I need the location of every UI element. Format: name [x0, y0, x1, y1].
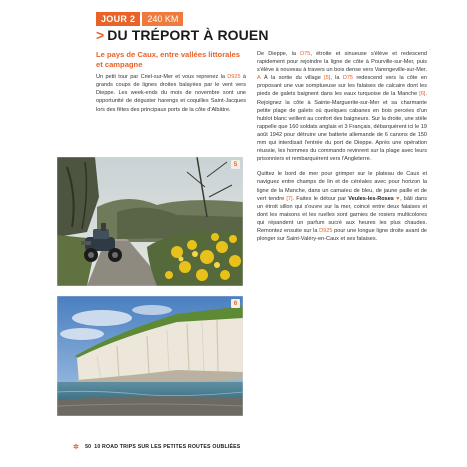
text-run: , étroite et sinueuse s'élève et redescend rapidement pour rejoindre la ligne de côte à Pourville-sur-Mer, puis s'élève à nouveau à travers un bois dense vers Varengeville-sur-Mer. [257, 51, 427, 74]
intro-paragraph [96, 73, 246, 113]
text-run: redescend vers la côte en proposant une vue somptueuse sur les falaises de calcaire dont les pieds de galets baignent dans les eaux turquoise de la Manche [257, 75, 427, 98]
text-run: De Dieppe, la [257, 51, 301, 57]
text-run: À la sortie du village [260, 75, 325, 82]
section-heading: Le pays de Caux, entre vallées littorales et campagne [96, 50, 240, 69]
text-run-hl: [7] [286, 195, 293, 202]
steering-wheel-icon: ✲ [73, 444, 80, 451]
text-run-hl: D925 [319, 227, 333, 234]
text-run: , bâti dans un étroit sillon qui s'ouvre sur la mer, coincé entre deux falaises et dont les maisons et les ruelles sont garnies de rosiers multicolores qui répandent un parfum sucré aux heures les plus chaudes. Remontez ensuite sur la [257, 195, 427, 234]
text-run-bold: Veules-les-Roses [348, 195, 394, 202]
text-run: . Rejoignez la côte à Sainte-Marguerite-sur-Mer et sa charmante petite plage de galets où quelques cabanes en bois percées d'un hublot blanc veillent au confort des baigneurs. Sur la droite, une stèle rappelle que 160 soldats anglais et 3 Français, débarquèrent ici le 19 août 1942 pour détruire une batterie allemande de 6 canons de 150 mm qui interdisait l'entrée du port de Dieppe. Après une opération réussie, les hommes du commando revinrent sur la plage avec leurs prisonniers et rembarquèrent vers l'Angleterre. [257, 91, 427, 163]
route-paragraph-1 [257, 50, 427, 163]
text-run: à grands coups de lignes droites balayées par le vent vers Dieppe. Les week-ends du mois de novembre sont une opportunité de déguster harengs et coquilles Saint-Jacques lors des fêtes des principaux ports de la côte d'Albâtre. [96, 74, 246, 113]
day-label: JOUR 2 [96, 12, 140, 26]
text-run: . Faites le détour par [292, 195, 349, 202]
photo-chalk-cliffs [57, 296, 243, 416]
day-tag [96, 12, 183, 26]
route-paragraph-2 [257, 170, 427, 243]
text-run-hl: [6] [419, 91, 426, 98]
text-run: pour une longue ligne droite avant de plonger sur Saint-Valéry-en-Caux et ses falaises. [257, 227, 427, 243]
text-run-hl: D925 [227, 74, 241, 81]
distance-label: 240 KM [142, 12, 183, 26]
right-column [257, 50, 427, 243]
chevron-right-icon: > [96, 27, 105, 43]
photo-badge: 5 [231, 160, 240, 169]
text-run-heart: ♥ [393, 195, 401, 202]
title-text: DU TRÉPORT À ROUEN [107, 27, 269, 43]
book-title: 10 ROAD TRIPS SUR LES PETITES ROUTES OUBLIÉES [94, 444, 241, 450]
photo-badge: 6 [231, 299, 240, 308]
text-run-hl: D75 [300, 51, 311, 57]
page-footer [73, 443, 240, 451]
text-run: Quittez le bord de mer pour grimper sur le plateau de Caux et naviguez entre champs de lin et de céréales avec pour horizon la ligne de la Manche, dans un camaïeu de bleu, de jaune paille et de vert tendre [257, 171, 427, 202]
text-run: , la [330, 75, 343, 82]
text-run: Un petit tour par Criel-sur-Mer et vous reprenez la [96, 74, 228, 81]
cliffs-image [57, 296, 243, 416]
sidecar-road-image [57, 157, 243, 286]
text-run-hl: [5] [324, 75, 331, 82]
text-run-hl: D75 [342, 75, 354, 82]
photo-countryside-road [57, 157, 243, 286]
page-number: 50 [85, 444, 92, 450]
page-title [96, 27, 269, 43]
text-run-hl: A [257, 75, 261, 82]
left-column [96, 50, 246, 114]
